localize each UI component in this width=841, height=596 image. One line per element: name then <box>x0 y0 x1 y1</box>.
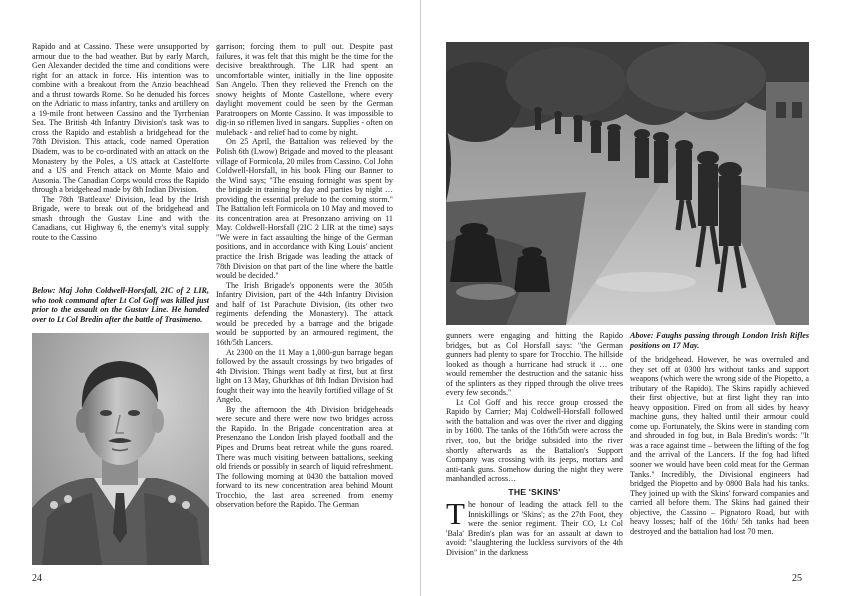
right-column-4 <box>630 355 809 536</box>
caption-text: Maj John Coldwell-Horsfall, 2IC of 2 LIR, who took command after Lt Col Goff was killed just prior to the assault on the Gustav Line. He handed over to Lt Col Bredin after the battle of Trasimeno. <box>32 286 209 324</box>
paragraph: Rapido and at Cassino. These were unsupported by armour due to the bad weather. But by early March, Gen Alexander decided the time and conditions were right for an attack in force. His intention was to combine with a breakout from the Anzio beachhead and a thrust towards Rome. So he denuded his forces on the Adriatic to mass infantry, tanks and artillery on a 19-mile front between Cassino and the Tyrrhenian Sea. The British 4th Infantry Division's task was to cross the Rapido and establish a bridgehead for the 78th Division. This attack, code named Operation Diadem, was to be co-ordinated with an attack on the Monastery by the Poles, a US attack at Castelforte and a US and French attack on Monte Maio and Ausonia. The Canadian Corps would cross the Rapido through a bridgehead made by 8th Indian Division. <box>32 42 209 195</box>
paragraph: The 78th 'Battleaxe' Division, lead by the Irish Brigade, were to break out of the bridgehead and smash through the Gustav Line and with the Canadians, cut Highway 6, the enemy's vital supply route to the Cassino <box>32 194 209 242</box>
marching-illustration <box>446 42 809 325</box>
portrait-caption <box>32 286 209 324</box>
paragraph: Lt Col Goff and his recce group crossed the Rapido by Carrier; Maj Coldwell-Horsfall followed with the battalion and was over the river and digging in by 1600. The tanks of the 16th/5th were across the river, too, but the bridge subsided into the river shortly afterwards as the Battalion's Support Company was crossing with its jeeps, mortars and anti-tank guns. Somehow during the night they were manhandled across… <box>446 397 623 484</box>
paragraph: gunners were engaging and hitting the Rapido bridges, but as Col Horsfall says: "the German gunners had plenty to spare for Trocchio. The hillside looked as though a hurricane had struck it … one would remember the destruction and the satanic hiss of the splinters as they ripped through the olive trees every few seconds." <box>446 331 623 398</box>
paragraph: At 2300 on the 11 May a 1,000-gun barrage began followed by the assault crossings by two brigades of 4th Division. Things went badly at first, but at first light on 13 May, Ghurkhas of 8th Indian Division had fought their way into the heavily fortified village of St Angelo. <box>216 347 393 405</box>
paragraph: The Irish Brigade's opponents were the 305th Infantry Division, part of the 44th Infantry Division and half of 1st Parachute Division, (its other two regiments defending the Monastery). The attack would be preceded by a barrage and the brigade would be supported by an armoured regiment, the 16th/5th Lancers. <box>216 280 393 347</box>
paragraph: garrison; forcing them to pull out. Despite past failures, it was felt that this might be the time for the decisive breakthrough. The LIR had spent an uncomfortable winter, initially in the line opposite San Angelo. Then they relieved the French on the snowy heights of Monte Castellone, where every daylight movement could be seen by the German Paratroopers on Monte Cassino. It was impossible to dig-in so riflemen lived in sangars. Supplies - often on muleback - and relief had to come by night. <box>216 42 393 137</box>
paragraph-text: he honour of leading the attack fell to the Inniskillings or 'Skins'; as the 27th Foot, they were the senior regiment. Their CO, Lt Col 'Bala' Bredin's plan was for an assault at dawn to avoid: "slaughtering the luckless survivors of the 4th Division" in the darkness <box>446 500 623 558</box>
caption-label: Below: <box>32 286 56 295</box>
drop-cap: T <box>446 496 465 532</box>
officer-portrait-photo <box>32 333 209 565</box>
photo-caption <box>630 331 809 350</box>
portrait-illustration <box>32 333 209 565</box>
caption-label: Above: <box>630 331 654 340</box>
paragraph-dropcap <box>446 496 623 558</box>
caption-text: Faughs passing through London Irish Rifles positions on 17 May. <box>630 331 809 350</box>
page-gutter <box>420 0 421 596</box>
left-column-2 <box>216 42 393 510</box>
left-column-1 <box>32 42 209 242</box>
soldiers-marching-photo <box>446 42 809 325</box>
page-number-left: 24 <box>32 573 42 584</box>
paragraph: By the afternoon the 4th Division bridgeheads were secure and there were now two bridges across the Rapido. In the Brigade concentration area at Presenzano the London Irish played football and the Pipes and Drums beat retreat while the guns roared. There was much visiting between battalions, seeking old friends or possibly in search of liquid refreshment. The following morning at 0430 the battalion moved forward to its new concentration area behind Mount Trocchio, the last area screened from enemy observation before the Rapido. The German <box>216 404 393 510</box>
paragraph: of the bridgehead. However, he was overruled and they set off at 0300 hrs without tanks and support weapons (which were the wrong side of the Piopetto, a tributary of the Rapido). The Skins rapidly achieved their first objective, but at first light they ran into heavy opposition. Fired on from all sides by heavy machine guns, they halted until their armour could come up. Fortunately, the Skins were in standing corn and shrouded in fog but, in Bala Bredin's words: "It was a race against time – between the lifting of the fog and the arrival of the Lancers. If the fog had lifted sooner we would have been cold meat for the German Tanks." Incredibly, the Divisional engineers had bridged the Piopetto and by 0800 Bala had his tanks. They joined up with the Skins' forward companies and carried all before them. The Skins had gained their objective, the Cassino – Pignatoro Road, but with heavy losses; half of the 16th/ 5th tanks had been destroyed and the battalion had lost 70 men. <box>630 355 809 536</box>
section-heading: THE 'SKINS' <box>508 486 561 497</box>
page-number-right: 25 <box>792 573 802 584</box>
paragraph: On 25 April, the Battalion was relieved by the Polish 6th (Lwow) Brigade and moved to the pleasant village of Formicola, 20 miles from Cassino. Col John Coldwell-Horsfall, in his book Fling our Banner to the Wind says; "The ensuing fortnight was spent by the brigade in training by day and parties by night … providing the essential prelude to the coming storm." The Battalion left Formicola on 10 May and moved to its concentration area at Presonzano arriving on 11 May. Coldwell-Horsfall (2IC 2 LIR at the time) says "We were in fact assaulting the hinge of the German positions, and in accordance with King Louis' ancient practice the Irish Brigade was leading the attack of 78th Division on that part of the line where the battle would be decided." <box>216 137 393 281</box>
right-column-3 <box>446 331 623 558</box>
